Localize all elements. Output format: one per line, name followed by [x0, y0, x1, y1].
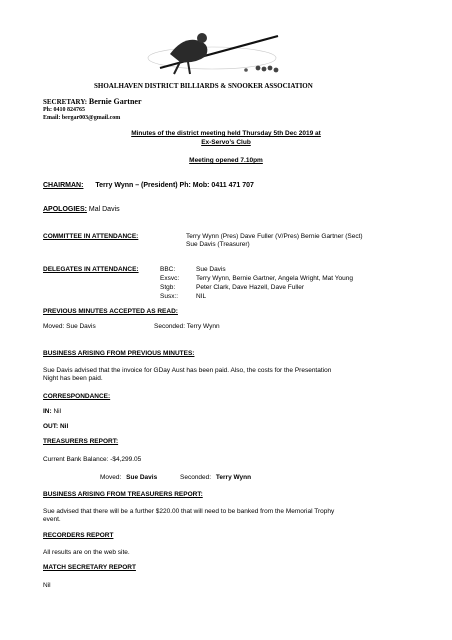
correspondence-heading: CORRESPONDANCE:: [43, 393, 111, 400]
business-previous-line2: Night has been paid.: [43, 375, 103, 382]
delegate-club: Exsvc:: [160, 275, 180, 282]
match-secretary-heading: MATCH SECRETARY REPORT: [43, 564, 136, 571]
treasurer-moved: [100, 474, 157, 481]
delegate-names: Terry Wynn, Bernie Gartner, Angela Wright, Mat Young: [196, 275, 353, 282]
correspondence-in-value: Nil: [53, 408, 62, 415]
treasurer-moved-name: Sue Davis: [126, 474, 158, 481]
apologies-value: Mal Davis: [88, 206, 120, 213]
meeting-opened: Meeting opened 7.10pm: [189, 157, 263, 164]
treasurer-heading: TREASURERS REPORT:: [43, 438, 119, 445]
association-logo: [140, 24, 290, 84]
correspondence-out: OUT: Nil: [43, 423, 69, 430]
treasurer-seconded-label: Seconded:: [180, 474, 212, 481]
meeting-venue: Ex-Servo’s Club: [201, 139, 251, 146]
secretary-name: Bernie Gartner: [88, 97, 142, 106]
delegate-names: NIL: [196, 293, 207, 300]
delegate-names: Peter Clark, Dave Hazell, Dave Fuller: [196, 284, 305, 291]
committee-line2: Sue Davis (Treasurer): [186, 241, 250, 248]
delegate-club: Susx::: [160, 293, 179, 300]
business-previous-heading: BUSINESS ARISING FROM PREVIOUS MINUTES:: [43, 350, 195, 357]
apologies-row: [43, 206, 120, 213]
business-treasurer-line2: event.: [43, 516, 61, 523]
delegate-names: Sue Davis: [196, 266, 226, 273]
business-treasurer-heading: BUSINESS ARISING FROM TREASURERS REPORT:: [43, 491, 203, 498]
meeting-title: Minutes of the district meeting held Thursday 5th Dec 2019 at: [131, 130, 321, 137]
treasurer-moved-label: Moved:: [100, 474, 122, 481]
treasurer-seconded-name: Terry Wynn: [215, 474, 252, 481]
match-secretary-text: Nil: [43, 582, 51, 589]
delegate-club: Stgb:: [160, 284, 176, 291]
secretary-line: [43, 97, 142, 106]
chairman-row: [43, 182, 254, 189]
association-name: SHOALHAVEN DISTRICT BILLIARDS & SNOOKER ASSOCIATION: [94, 82, 313, 90]
delegate-club: BBC:: [160, 266, 176, 273]
secretary-email: Email: bergar003@gmail.com: [43, 115, 121, 121]
chairman-label: CHAIRMAN:: [43, 182, 84, 189]
committee-line1: Terry Wynn (Pres) Dave Fuller (V/Pres) Bernie Gartner (Sect): [186, 233, 363, 240]
previous-minutes-moved: Moved: Sue Davis: [43, 323, 96, 330]
recorders-text: All results are on the web site.: [43, 549, 130, 556]
secretary-phone: Ph: 0410 824765: [43, 107, 85, 113]
secretary-label: SECRETARY:: [43, 98, 88, 106]
treasurer-balance: Current Bank Balance: -$4,299.05: [43, 456, 142, 463]
recorders-heading: RECORDERS REPORT: [43, 532, 114, 539]
business-previous-line1: Sue Davis advised that the invoice for GDay Aust has been paid. Also, the costs for the Presentation: [43, 367, 332, 374]
business-treasurer-line1: Sue advised that there will be a further $220.00 that will need to be banked from the Memorial Trophy: [43, 508, 335, 515]
previous-minutes-seconded: Seconded: Terry Wynn: [154, 323, 220, 330]
previous-minutes-heading: PREVIOUS MINUTES ACCEPTED AS READ:: [43, 308, 178, 315]
apologies-label: APOLOGIES:: [43, 206, 87, 213]
correspondence-in: [43, 408, 61, 415]
committee-label: COMMITTEE IN ATTENDANCE:: [43, 233, 139, 240]
chairman-value: Terry Wynn – (President) Ph: Mob: 0411 471 707: [95, 182, 254, 189]
delegates-label: DELEGATES IN ATTENDANCE:: [43, 266, 139, 273]
correspondence-in-label: IN:: [43, 408, 52, 415]
treasurer-seconded: [180, 474, 251, 481]
